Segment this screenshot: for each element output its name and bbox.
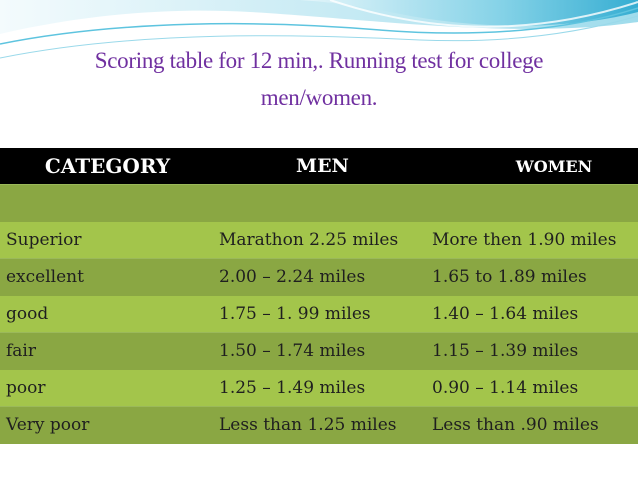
cell-category: good — [6, 303, 49, 324]
header-category: CATEGORY — [44, 154, 171, 178]
cell-women: More then 1.90 miles — [432, 229, 617, 250]
scoring-table — [0, 148, 638, 444]
cell-men: Marathon 2.25 miles — [219, 229, 399, 250]
table-row — [0, 184, 638, 222]
header-men: MEN — [296, 155, 349, 177]
cell-category: poor — [6, 377, 46, 398]
table-row — [0, 370, 638, 407]
cell-category: Superior — [6, 229, 82, 250]
table-row — [0, 258, 638, 296]
cell-men: 1.50 – 1.74 miles — [219, 341, 366, 362]
cell-women: 0.90 – 1.14 miles — [432, 377, 579, 398]
cell-category: Very poor — [6, 415, 90, 436]
cell-category: fair — [6, 341, 36, 362]
title-line-1: Scoring table for 12 min,. Running test for college — [94, 48, 544, 73]
cell-women: 1.40 – 1.64 miles — [432, 303, 579, 324]
cell-category: excellent — [6, 267, 84, 288]
table-header-row — [0, 148, 638, 184]
cell-men: 2.00 – 2.24 miles — [219, 267, 366, 288]
cell-women: 1.15 – 1.39 miles — [432, 341, 579, 362]
cell-men: Less than 1.25 miles — [219, 415, 397, 436]
table-row — [0, 296, 638, 333]
header-women: WOMEN — [515, 156, 593, 176]
title-line-2: men/women. — [260, 85, 378, 110]
cell-women: 1.65 to 1.89 miles — [432, 267, 587, 288]
cell-men: 1.25 – 1.49 miles — [219, 377, 366, 398]
table-row — [0, 222, 638, 259]
table-row — [0, 406, 638, 444]
page-title — [0, 42, 638, 116]
cell-women: Less than .90 miles — [432, 415, 599, 436]
cell-men: 1.75 – 1. 99 miles — [219, 303, 371, 324]
table-row — [0, 332, 638, 370]
